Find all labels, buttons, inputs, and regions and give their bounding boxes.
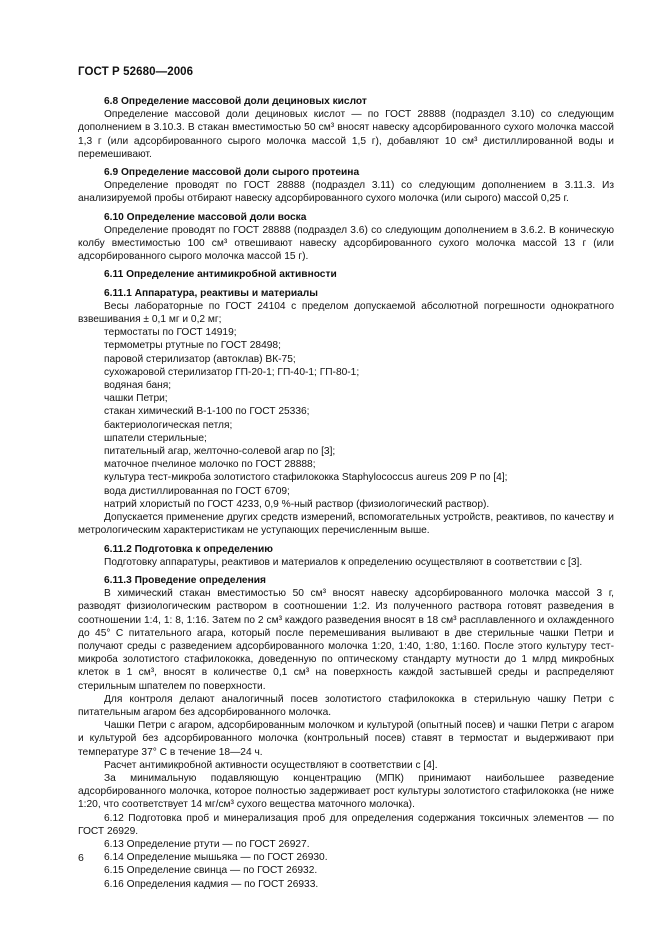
list-item: стакан химический В-1-100 по ГОСТ 25336; (104, 406, 310, 418)
list-item: сухожаровой стерилизатор ГП-20-1; ГП-40-1; ГП-80-1; (104, 366, 360, 378)
paragraph: За минимальную подавляющую концентрацию (МПК) принимают наибольшее разведение адсорбированного молочка, которое полностью задерживает рост культуры золотистого стафилококка (не ниже 1:20, что соответствует 14 мг/см³ сухого вещества маточного молочка). (78, 772, 614, 811)
section-heading: 6.9 Определение массовой доли сырого протеина (104, 167, 360, 179)
list-item: термометры ртутные по ГОСТ 28498; (104, 340, 281, 352)
paragraph: Для контроля делают аналогичный посев золотистого стафилококка в стерильную чашку Петри с питательным агаром без адсорбированного молочка. (78, 693, 614, 718)
list-item: чашки Петри; (104, 393, 168, 405)
list-item: 6.16 Определения кадмия — по ГОСТ 26933. (104, 878, 319, 890)
paragraph: Определение проводят по ГОСТ 28888 (подраздел 3.11) со следующим дополнением в 3.11.3. Из анализируемой пробы отбирают навеску адсорбированного сухого молочка (или сырого) массой 0,25 г. (78, 180, 614, 205)
paragraph: Подготовку аппаратуры, реактивов и материалов к определению осуществляют в соответствии с [3]. (104, 556, 583, 568)
list-item: бактериологическая петля; (104, 419, 233, 431)
paragraph: Определение массовой доли дециновых кислот — по ГОСТ 28888 (подраздел 3.10) со следующим дополнением в 3.10.3. В стакан вместимостью 50 см³ вносят навеску адсорбированного сухого молочка массой 1,3 г (или адсорбированного сырого молочка массой 1,5 г), добавляют 10 см³ дистиллированной воды и перемешивают. (78, 109, 614, 160)
section-heading: 6.8 Определение массовой доли дециновых кислот (104, 96, 367, 107)
list-item: шпатели стерильные; (104, 432, 207, 444)
section-heading: 6.11.2 Подготовка к определению (104, 543, 273, 555)
paragraph: Чашки Петри с агаром, адсорбированным молочком и культурой (опытный посев) и чашки Петри с агаром и культурой без адсорбированного молочка (контрольный посев) ставят в термостат и выдерживают при температуре 37° С в течение 18—24 ч. (78, 720, 614, 758)
paragraph: Допускается применение других средств измерений, вспомогательных устройств, реактивов, по качеству и метрологическим характеристикам не уступающих перечисленным выше. (78, 512, 614, 537)
paragraph: Определение проводят по ГОСТ 28888 (подраздел 3.6) со следующим дополнением в 3.6.2. В коническую колбу вместимостью 100 см³ отвешивают навеску адсорбированного сухого молочка массой 13 г (или адсорбированного сырого молочка массой 15 г). (78, 224, 614, 263)
list-item: 6.14 Определение мышьяка — по ГОСТ 26930. (104, 852, 328, 864)
list-item: термостаты по ГОСТ 14919; (104, 327, 237, 339)
list-item: 6.15 Определение свинца — по ГОСТ 26932. (104, 865, 318, 877)
paragraph: В химический стакан вместимостью 50 см³ вносят навеску адсорбированного молочка массой 3 г, разводят физиологическим раствором в соотношении 1:2. Из полученного раствора готовят разведения в соотношении 1:4, 1: 8, 1:16. Затем по 2 см³ каждого разведения вносят в 18 см³ расплавленного и охлажденного до 45° С питательного агара, который после перемешивания выливают в две стерильные чашки Петри и получают среды с разведением адсорбированного молочка 1:20, 1:40, 1:80, 1:160. После этого культуру тест-микроба золотистого стафилококка, доведенную по оптическому стандарту мутности до 1 млрд микробных клеток в 1 см³, вносят в количестве 0,1 см³ на поверхность каждой застывшей среды и распределяют стерильным шпателем по поверхности. (78, 588, 614, 692)
section-heading: 6.11.1 Аппаратура, реактивы и материалы (104, 287, 318, 299)
paragraph: Расчет антимикробной активности осуществляют в соответствии с [4]. (104, 759, 438, 771)
section-heading: 6.11 Определение антимикробной активности (104, 269, 337, 281)
list-item: вода дистиллированная по ГОСТ 6709; (104, 485, 290, 497)
list-item: водяная баня; (104, 380, 172, 392)
list-item: натрий хлористый по ГОСТ 4233, 0,9 %-ный раствор (физиологический раствор). (104, 498, 490, 510)
list-item: культура тест-микроба золотистого стафилококка Staphylococcus aureus 209 P по [4]; (104, 472, 508, 484)
paragraph: Весы лабораторные по ГОСТ 24104 с пределом допускаемой абсолютной погрешности однократного взвешивания ± 0,1 мг и 0,2 мг; (78, 300, 614, 326)
page-number: 6 (78, 852, 84, 864)
page-header: ГОСТ Р 52680—2006 (78, 66, 194, 78)
list-item: паровой стерилизатор (автоклав) ВК-75; (104, 353, 296, 365)
paragraph: 6.12 Подготовка проб и минерализация проб для определения содержания токсичных элементов — по ГОСТ 26929. (78, 812, 614, 837)
list-item: 6.13 Определение ртути — по ГОСТ 26927. (104, 838, 310, 850)
section-heading: 6.11.3 Проведение определения (104, 574, 266, 586)
list-item: питательный агар, желточно-солевой агар по [3]; (104, 446, 336, 458)
section-heading: 6.10 Определение массовой доли воска (104, 211, 307, 223)
document-body (78, 95, 614, 891)
list-item: маточное пчелиное молочко по ГОСТ 28888; (104, 459, 316, 471)
